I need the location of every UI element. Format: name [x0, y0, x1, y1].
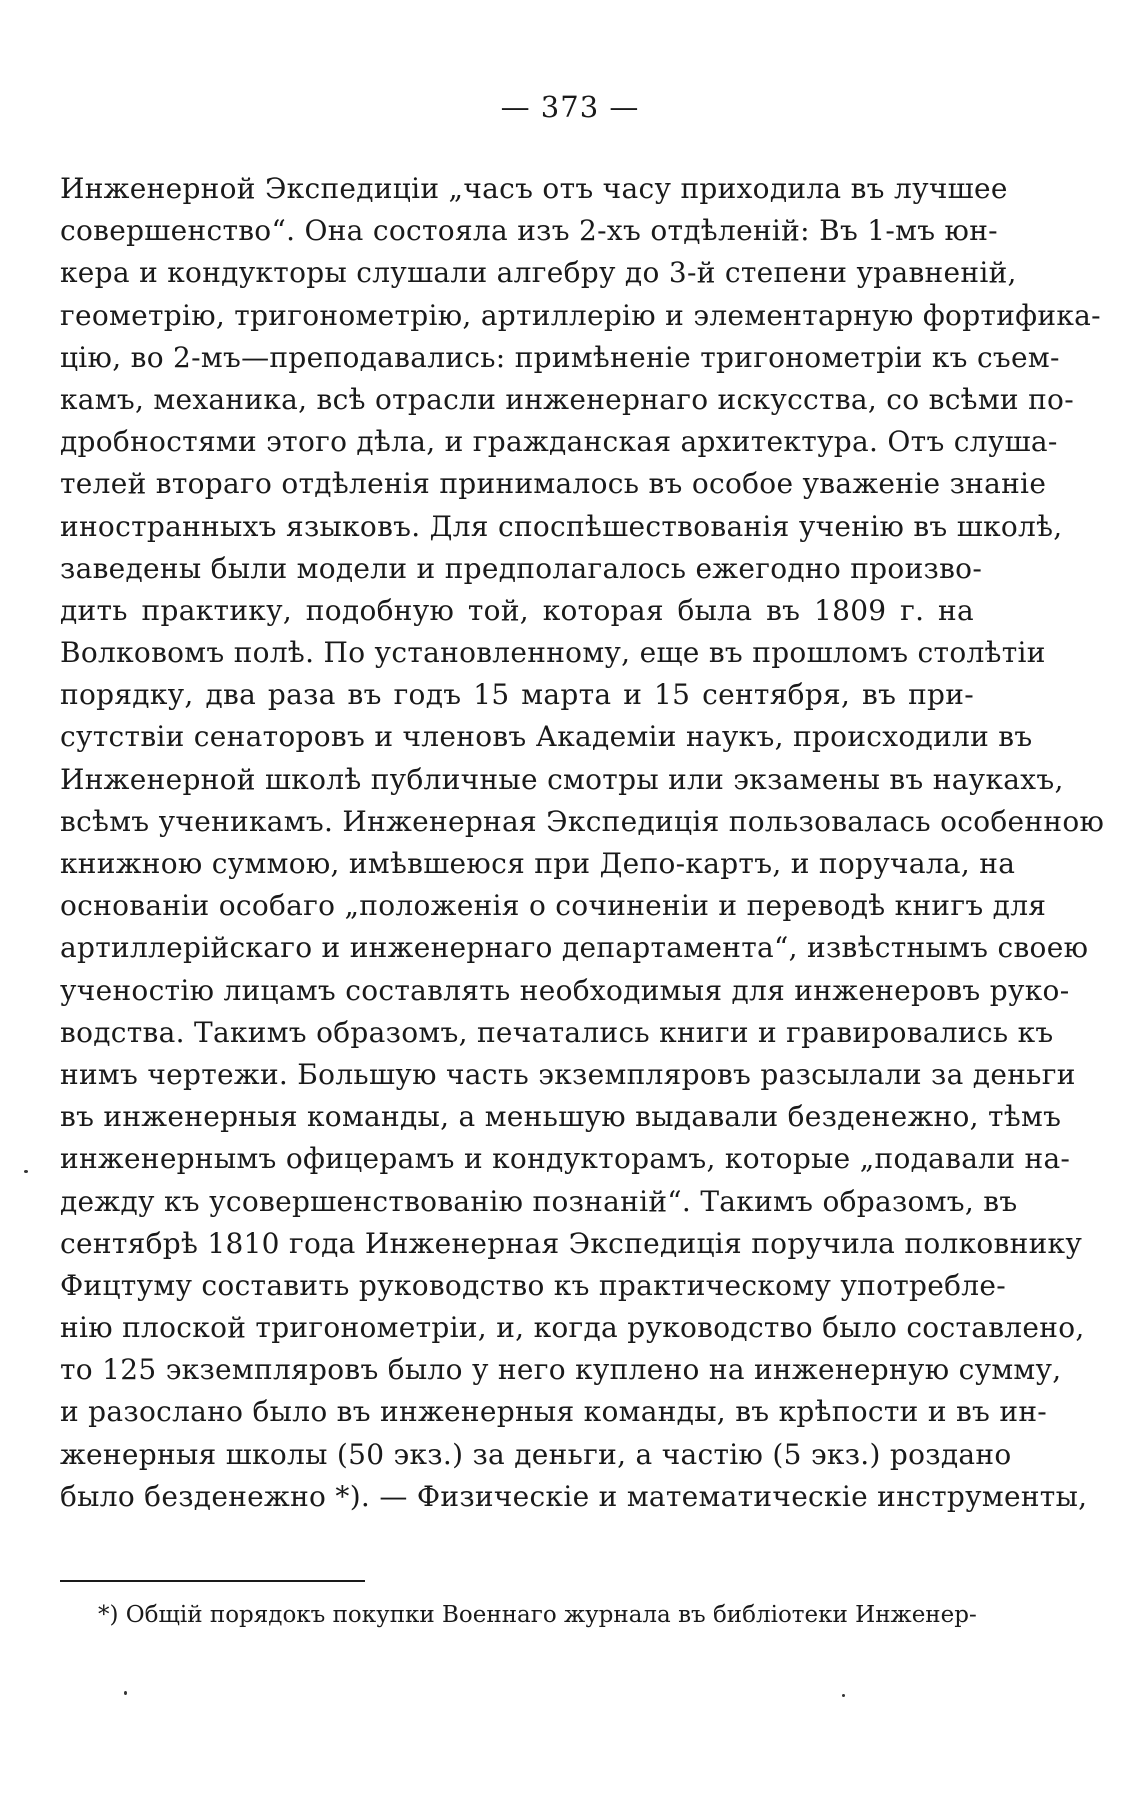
text-line: водства. Такимъ образомъ, печатались книги и гравировались къ: [60, 1015, 1054, 1049]
text-line: кера и кондукторы слушали алгебру до 3-й степени уравненій,: [60, 256, 1017, 290]
text-line: то 125 экземпляровъ было у него куплено на инженерную сумму,: [60, 1353, 1062, 1387]
text-line: Инженерной школѣ публичные смотры или экзамены въ наукахъ,: [60, 762, 1064, 796]
text-line: артиллерійскаго и инженернаго департамента“, извѣстнымъ своею: [60, 931, 1089, 965]
text-line: совершенство“. Она состояла изъ 2-хъ отдѣленій: Въ 1-мъ юн-: [60, 214, 998, 248]
text-line: женерныя школы (50 экз.) за деньги, а частію (5 экз.) роздано: [60, 1437, 1012, 1471]
text-line: въ инженерныя команды, а меньшую выдавали безденежно, тѣмъ: [60, 1100, 1062, 1134]
text-line: нію плоской тригонометріи, и, когда руководство было составлено,: [60, 1311, 1085, 1345]
text-line: цію, во 2-мъ—преподавались: примѣненіе тригонометріи къ съем-: [60, 340, 1060, 374]
text-line: геометрію, тригонометрію, артиллерію и элементарную фортифика-: [60, 298, 1101, 332]
text-line: заведены были модели и предполагалось ежегодно произво-: [60, 551, 983, 585]
text-line: было безденежно *). — Физическіе и математическіе инструменты,: [60, 1479, 1088, 1513]
text-line: инженернымъ офицерамъ и кондукторамъ, которые „подавали на-: [60, 1142, 1071, 1176]
footnote-divider: [60, 1580, 365, 1582]
text-line: Волковомъ полѣ. По установленному, еще въ прошломъ столѣтіи: [60, 636, 1046, 670]
text-line: порядку, два раза въ годъ 15 марта и 15 сентября, въ при-: [60, 678, 974, 712]
text-line: нимъ чертежи. Большую часть экземпляровъ разсылали за деньги: [60, 1057, 1076, 1091]
text-line: основаніи особаго „положенія о сочиненіи и переводѣ книгъ для: [60, 889, 1047, 923]
scan-speck: [124, 1691, 127, 1695]
text-line: сентябрѣ 1810 года Инженерная Экспедиція поручила полковнику: [60, 1226, 1083, 1260]
scan-speck: [24, 1170, 28, 1173]
text-line: дежду къ усовершенствованію познаній“. Такимъ образомъ, въ: [60, 1184, 1018, 1218]
text-line: иностранныхъ языковъ. Для споспѣшествованія ученію въ школѣ,: [60, 509, 1063, 543]
page-number: — 373 —: [500, 90, 640, 124]
text-line: ученостію лицамъ составлять необходимыя для инженеровъ руко-: [60, 973, 1070, 1007]
text-line: книжною суммою, имѣвшеюся при Депо-картъ, и поручала, на: [60, 847, 1016, 880]
text-line: Фицтуму составить руководство къ практическому употребле-: [60, 1268, 1006, 1302]
text-line: сутствіи сенаторовъ и членовъ Академіи наукъ, происходили въ: [60, 720, 1033, 754]
text-line: и разослано было въ инженерныя команды, въ крѣпости и въ ин-: [60, 1395, 1048, 1429]
text-line: дить практику, подобную той, которая была въ 1809 г. на: [60, 593, 974, 627]
text-line: камъ, механика, всѣ отрасли инженернаго искусства, со всѣми по-: [60, 382, 1074, 416]
text-line: Инженерной Экспедиціи „часъ отъ часу приходила въ лучшее: [60, 172, 1008, 205]
text-line: всѣмъ ученикамъ. Инженерная Экспедиція пользовалась особенною: [60, 804, 1105, 838]
body-text: [60, 168, 1105, 1518]
scan-speck: [842, 1694, 845, 1697]
text-line: телей втораго отдѣленія принималось въ особое уваженіе знаніе: [60, 467, 1047, 501]
footnote: *) Общій порядокъ покупки Военнаго журнала въ библіотеки Инженер-: [98, 1602, 977, 1628]
text-line: дробностями этого дѣла, и гражданская архитектура. Отъ слуша-: [60, 425, 1058, 459]
